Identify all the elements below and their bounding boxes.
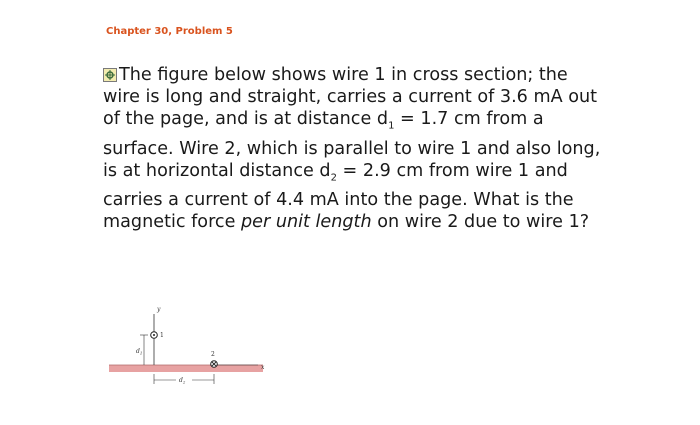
chapter-problem-label: Chapter 30, Problem 5 — [106, 26, 233, 37]
d1-subscript: 1 — [388, 120, 395, 132]
y-axis-label: y — [157, 306, 161, 313]
problem-statement — [103, 64, 603, 233]
problem-text-part-3: = 2.9 cm from wire 1 and carries a current of 4.4 mA into the page. What is the magnetic force — [103, 160, 574, 233]
problem-text-part-2: = 1.7 cm from a surface. Wire 2, which is parallel to wire 1 and also long, is at horizontal distance d — [103, 109, 601, 181]
surface — [109, 365, 263, 372]
problem-text-part-4: on wire 2 due to wire 1? — [371, 212, 590, 233]
d2-subscript: 2 — [330, 172, 337, 184]
wire-2-label: 2 — [211, 351, 215, 358]
d1-dimension-label: $d_1$ — [136, 348, 143, 356]
d2-dimension-label: $d_2$ — [179, 377, 186, 385]
x-axis-label: x — [261, 364, 265, 371]
problem-text-part-1: The figure below shows wire 1 in cross section; the wire is long and straight, carries a current of 3.6 mA out of the page, and is at distance d — [103, 65, 598, 129]
wire-1-label: 1 — [160, 332, 164, 339]
emphasis-per-unit-length: per unit length — [241, 212, 372, 233]
hint-icon[interactable] — [103, 68, 117, 82]
wire-figure — [103, 300, 273, 392]
